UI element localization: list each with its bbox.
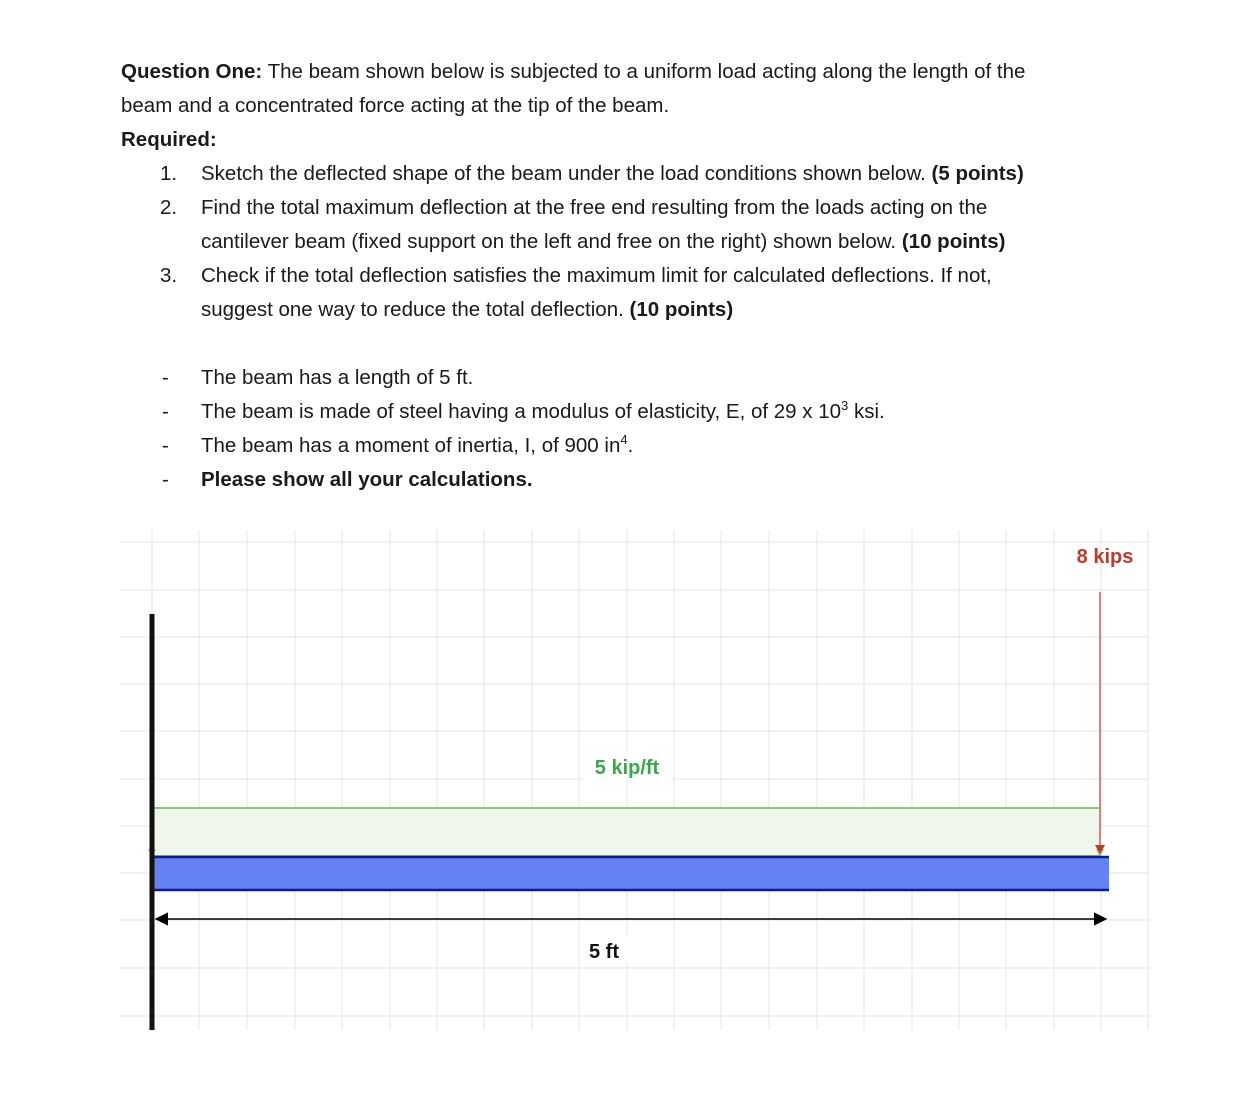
required-item-1-points: (5 points) — [931, 162, 1024, 185]
given-modulus-exponent: 3 — [841, 398, 849, 414]
given-bullet-3: - — [162, 434, 169, 457]
given-inertia-period: . — [627, 434, 634, 457]
beam — [153, 857, 1109, 890]
question-intro-text-1: The beam shown below is subjected to a uniform load acting along the length of the — [267, 60, 1026, 83]
question-heading: Question One: — [121, 60, 263, 83]
question-intro-text-2: beam and a concentrated force acting at the tip of the beam. — [121, 94, 670, 117]
given-bullet-1: - — [162, 366, 169, 389]
given-length: The beam has a length of 5 ft. — [201, 366, 474, 389]
span-label: 5 ft — [589, 941, 619, 963]
required-heading: Required: — [121, 128, 217, 151]
required-item-2-text-1: Find the total maximum deflection at the free end resulting from the loads acting on the — [201, 196, 988, 219]
required-item-3-text-1: Check if the total deflection satisfies the maximum limit for calculated deflections. If not, — [201, 264, 992, 287]
given-bullet-4: - — [162, 468, 169, 491]
given-inertia-exponent: 4 — [620, 432, 628, 448]
distributed-load-band — [152, 808, 1100, 856]
point-load-label: 8 kips — [1076, 546, 1134, 568]
distributed-load-label: 5 kip/ft — [594, 757, 660, 779]
required-item-2-text-2: cantilever beam (fixed support on the left and free on the right) shown below. — [201, 230, 897, 253]
required-item-1-number: 1. — [160, 162, 178, 185]
required-item-2-number: 2. — [160, 196, 178, 219]
required-item-3-text-2: suggest one way to reduce the total deflection. — [201, 298, 624, 321]
required-item-2-points: (10 points) — [901, 230, 1006, 253]
given-modulus-text: The beam is made of steel having a modulus of elasticity, E, of 29 x 10 — [201, 400, 842, 423]
given-bullet-2: - — [162, 400, 169, 423]
given-inertia-text: The beam has a moment of inertia, I, of 900 in — [201, 434, 621, 457]
required-item-3-points: (10 points) — [629, 298, 734, 321]
given-show-work: Please show all your calculations. — [201, 468, 533, 491]
given-modulus-unit: ksi. — [848, 400, 885, 423]
required-item-1-text: Sketch the deflected shape of the beam under the load conditions shown below. — [201, 162, 926, 185]
required-item-3-number: 3. — [160, 264, 178, 287]
